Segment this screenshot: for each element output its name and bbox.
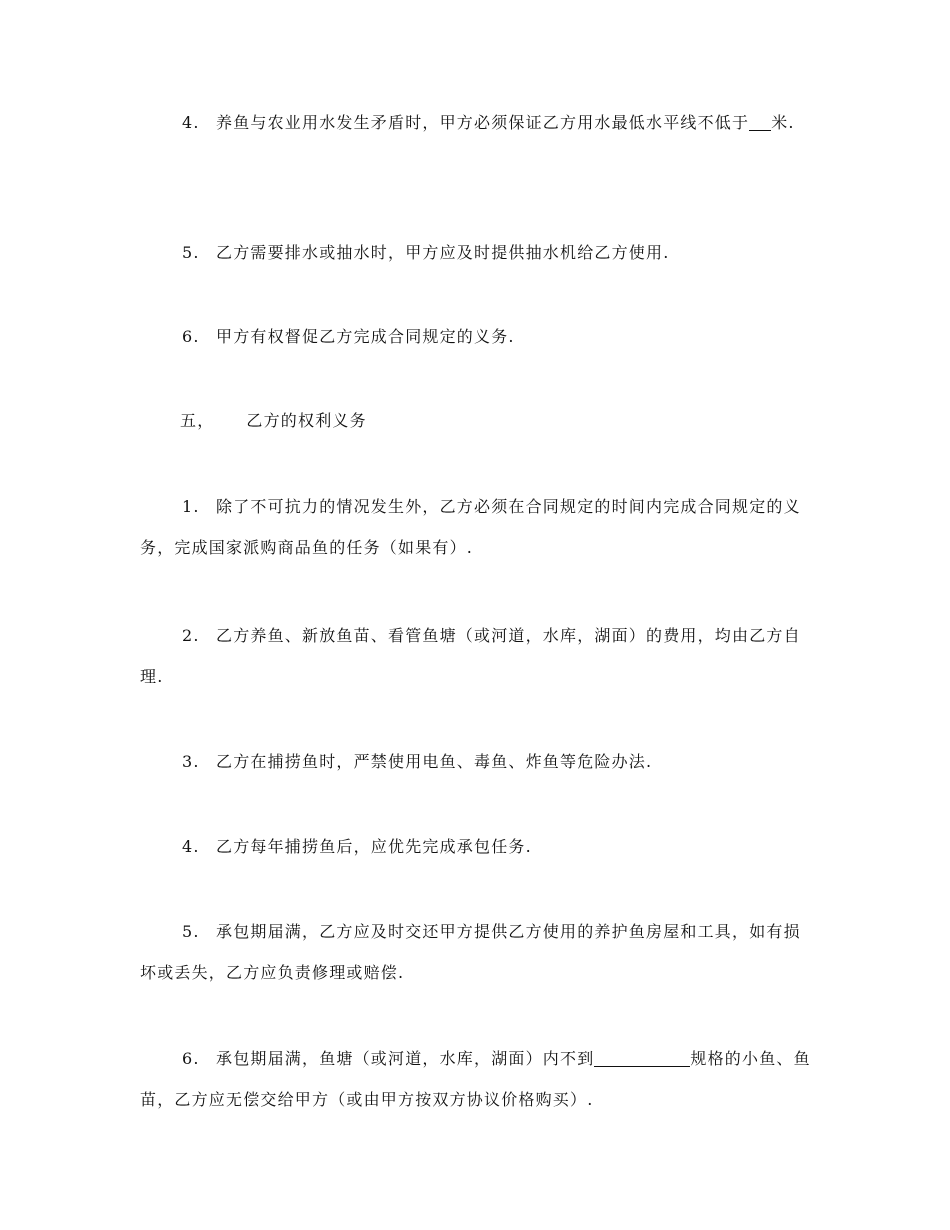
clause-number: 5. bbox=[182, 922, 200, 941]
clause-text: 乙方需要排水或抽水时，甲方应及时提供抽水机给乙方使用. bbox=[216, 243, 670, 262]
clause-text: 养鱼与农业用水发生矛盾时，甲方必须保证乙方用水最低水平线不低于 bbox=[216, 113, 750, 132]
clause-number: 6. bbox=[182, 327, 200, 346]
clause-text: 承包期届满，乙方应及时交还甲方提供乙方使用的养护鱼房屋和工具，如有损坏或丢失，乙方应负责修理或赔偿. bbox=[140, 922, 801, 982]
clause-text: 乙方每年捕捞鱼后，应优先完成承包任务. bbox=[216, 837, 532, 856]
clause-a4 bbox=[140, 102, 812, 143]
clause-a6 bbox=[140, 316, 812, 357]
fill-in-blank bbox=[749, 112, 771, 131]
clause-b1 bbox=[140, 486, 812, 568]
clause-b6 bbox=[140, 1038, 812, 1120]
clause-number: 4. bbox=[182, 837, 200, 856]
clause-text: 乙方养鱼、新放鱼苗、看管鱼塘（或河道，水库，湖面）的费用，均由乙方自理. bbox=[140, 626, 801, 686]
clause-number: 4. bbox=[182, 113, 200, 132]
section-title: 乙方的权利义务 bbox=[246, 411, 367, 430]
clause-number: 3. bbox=[182, 752, 200, 771]
clause-b3 bbox=[140, 741, 812, 782]
fill-in-blank bbox=[594, 1048, 690, 1067]
section-heading bbox=[180, 400, 367, 441]
clause-text: 承包期届满，鱼塘（或河道，水库，湖面）内不到 bbox=[216, 1049, 595, 1068]
clause-number: 2. bbox=[182, 626, 200, 645]
section-number: 五， bbox=[180, 411, 215, 430]
clause-b5 bbox=[140, 911, 812, 993]
clause-text: 除了不可抗力的情况发生外，乙方必须在合同规定的时间内完成合同规定的义务，完成国家派购商品鱼的任务（如果有）. bbox=[140, 497, 801, 557]
clause-number: 5. bbox=[182, 243, 200, 262]
clause-text: 甲方有权督促乙方完成合同规定的义务. bbox=[216, 327, 515, 346]
clause-text-tail: 规格的小鱼、鱼苗，乙方应无偿交给甲方（或由甲方按双方协议价格购买）. bbox=[140, 1049, 811, 1109]
clause-text: 乙方在捕捞鱼时，严禁使用电鱼、毒鱼、炸鱼等危险办法. bbox=[216, 752, 653, 771]
clause-a5 bbox=[140, 232, 812, 273]
clause-text-tail: 米. bbox=[771, 113, 795, 132]
clause-number: 6. bbox=[182, 1049, 200, 1068]
clause-b4 bbox=[140, 826, 812, 867]
clause-number: 1. bbox=[182, 497, 200, 516]
clause-b2 bbox=[140, 615, 812, 697]
